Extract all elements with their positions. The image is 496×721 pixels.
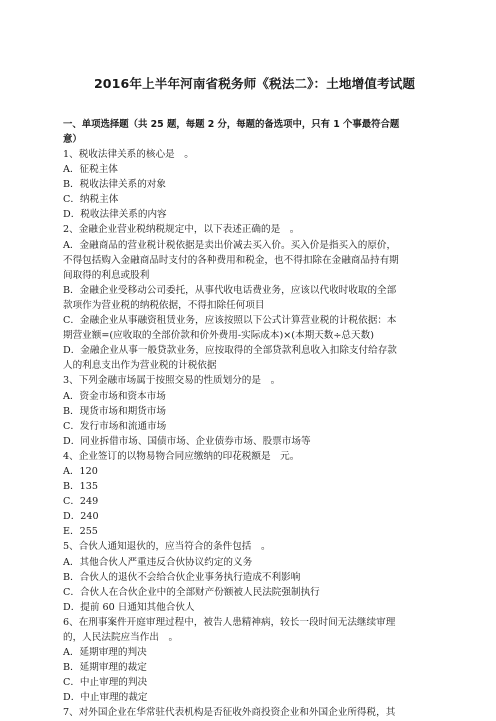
option-line: D．中止审理的裁定: [63, 692, 148, 704]
option-line: B．现货市场和期货市场: [63, 405, 166, 417]
option-line: C．249: [63, 496, 99, 508]
question-7: 7、对外国企业在华常驻代表机构是否征收外商投资企业和外国企业所得税，其: [63, 707, 396, 719]
question-5: 5、合伙人通知退伙的，应当符合的条件包括 。: [63, 541, 271, 553]
option-continuation: 款项作为营业税的纳税依据，不得扣除任何项目: [63, 299, 265, 311]
option-line: A．征税主体: [63, 164, 118, 176]
option-continuation: 不得包括购入金融商品时支付的各种费用和税金，也不得扣除在金融商品持有期: [63, 254, 399, 266]
section-heading-line-1: 一、单项选择题（共 25 题，每题 2 分，每题的备选项中，只有 1 个事最符合题: [63, 119, 400, 130]
option-continuation: 间取得的利息或股利: [63, 269, 150, 281]
option-line: C．纳税主体: [63, 194, 119, 206]
option-continuation: 期营业额=(应收取的全部价款和价外费用-实际成本)×(本期天数÷总天数): [63, 330, 374, 342]
option-line: D．提前 60 日通知其他合伙人: [63, 601, 195, 613]
option-line: A．120: [63, 465, 98, 477]
option-line: D．同业拆借市场、国债市场、企业债券市场、股票市场等: [63, 435, 311, 447]
option-line: E．255: [63, 526, 98, 538]
option-line: C．合伙人在合伙企业中的全部财产份额被人民法院强制执行: [63, 586, 320, 598]
option-line: C．中止审理的判决: [63, 677, 148, 689]
question-6: 6、在刑事案件开庭审理过程中，被告人患精神病，较长一段时间无法继续审理: [63, 616, 396, 628]
option-line: B．延期审理的裁定: [63, 662, 147, 674]
option-line: A．其他合伙人严重违反合伙协议约定的义务: [63, 556, 253, 568]
option-line: C．金融企业从事融资租赁业务，应该按照以下公式计算营业税的计税依据：本: [63, 315, 397, 327]
option-continuation: 人的利息支出作为营业税的计税依据: [63, 360, 217, 372]
question-body: [63, 147, 446, 721]
option-line: D．240: [63, 511, 99, 523]
question-3: 3、下列金融市场属于按照交易的性质划分的是 。: [63, 375, 281, 387]
question-1: 1、税收法律关系的核心是 。: [63, 149, 194, 160]
option-line: C．发行市场和流通市场: [63, 420, 167, 432]
section-heading-line-2: 意）: [63, 134, 82, 145]
option-line: B．135: [63, 481, 98, 493]
option-line: D．金融企业从事一般贷款业务，应按取得的全部贷款利息收入扣除支付给存款: [63, 345, 397, 357]
question-4: 4、企业签订的以物易物合同应缴纳的印花税额是 元。: [63, 450, 300, 462]
option-line: D．税收法律关系的内容: [63, 209, 167, 221]
document-title: 2016年上半年河南省税务师《税法二》：土地增值考试题: [93, 76, 416, 91]
option-line: B．合伙人的退伙不会给合伙企业事务执行造成不利影响: [63, 571, 301, 583]
question-continuation: 的，人民法院应当作出 。: [63, 632, 179, 643]
option-line: B．税收法律关系的对象: [63, 179, 166, 191]
option-line: A．金融商品的营业税计税依据是卖出价减去买入价。买入价是指买入的原价，: [63, 239, 397, 251]
question-2: 2、金融企业营业税纳税规定中，以下表述正确的是 。: [63, 224, 300, 236]
option-line: A．延期审理的判决: [63, 647, 147, 659]
option-line: B．金融企业受移动公司委托，从事代收电话费业务，应该以代收时收取的全部: [63, 284, 397, 296]
option-line: A．资金市场和资本市场: [63, 390, 166, 402]
